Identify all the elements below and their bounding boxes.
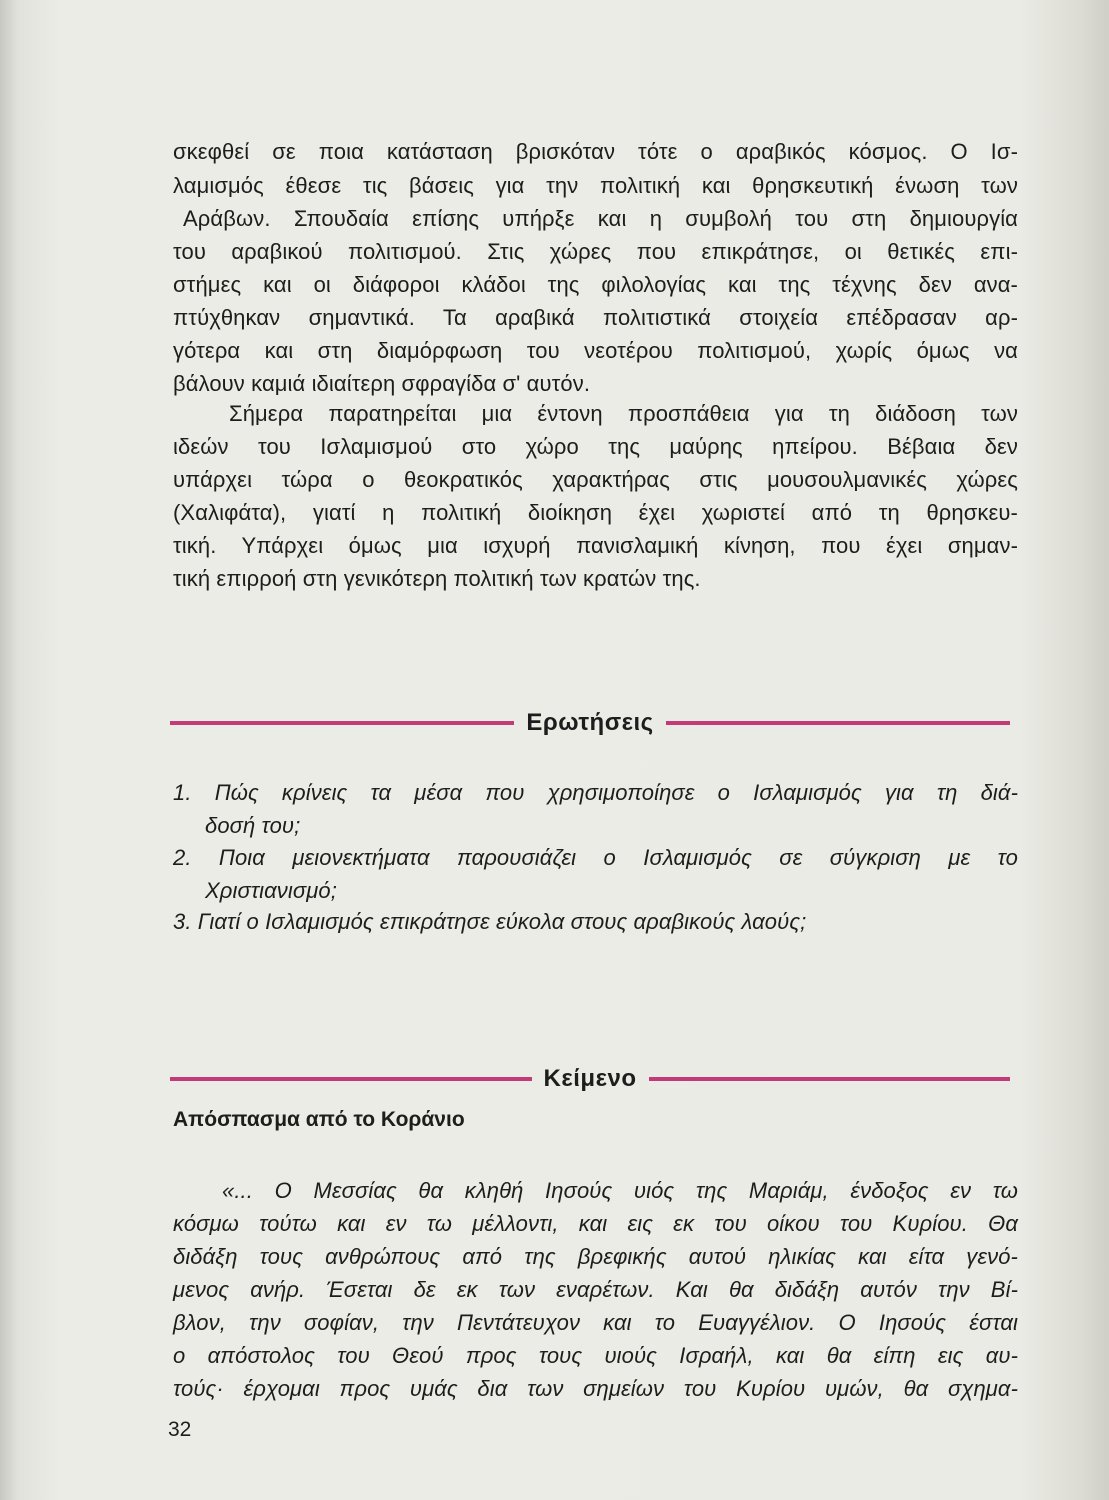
- body-line: βάλουν καμιά ιδιαίτερη σφραγίδα σ' αυτόν.: [173, 371, 591, 396]
- excerpt-line: τούς· έρχομαι προς υμάς δια των σημείων του Κυρίου υμών, θα σχημα-: [173, 1376, 1018, 1401]
- text-heading: Κείμενο: [543, 1065, 637, 1092]
- body-line: λαμισμός έθεσε τις βάσεις για την πολιτική και θρησκευτική ένωση των: [173, 173, 1018, 198]
- body-line: στήμες και οι διάφοροι κλάδοι της φιλολογίας και της τέχνης δεν ανα-: [173, 272, 1018, 297]
- questions-heading: Ερωτήσεις: [526, 709, 654, 736]
- heading-rule-left: [170, 721, 514, 725]
- excerpt-line: διδάξη τους ανθρώπους από της βρεφικής αυτού ηλικίας και είτα γενό-: [173, 1244, 1018, 1269]
- excerpt-line: μενος ανήρ. Έσεται δε εκ των εναρέτων. Και θα διδάξη αυτόν την Βί-: [173, 1277, 1018, 1302]
- heading-rule-right: [649, 1077, 1011, 1081]
- excerpt-line: ο απόστολος του Θεού προς τους υιούς Ισραήλ, και θα είπη εις αυ-: [173, 1343, 1018, 1368]
- body-line: ιδεών του Ισλαμισμού στο χώρο της μαύρης ηπείρου. Βέβαια δεν: [173, 434, 1018, 459]
- text-subtitle: Απόσπασμα από το Κοράνιο: [173, 1108, 465, 1131]
- body-line: υπάρχει τώρα ο θεοκρατικός χαρακτήρας στις μουσουλμανικές χώρες: [173, 467, 1018, 492]
- body-line: τική. Υπάρχει όμως μια ισχυρή πανισλαμική κίνηση, που έχει σημαν-: [173, 533, 1018, 558]
- excerpt-line: βλον, την σοφίαν, την Πεντάτευχον και το Ευαγγέλιον. Ο Ιησούς έσται: [173, 1310, 1018, 1335]
- body-line: Σήμερα παρατηρείται μια έντονη προσπάθεια για τη διάδοση των: [229, 401, 1018, 426]
- question-line: 2. Ποια μειονεκτήματα παρουσιάζει ο Ισλαμισμός σε σύγκριση με το: [173, 845, 1018, 870]
- page-number: 32: [168, 1418, 192, 1441]
- body-line: σκεφθεί σε ποια κατάσταση βρισκόταν τότε ο αραβικός κόσμος. Ο Ισ-: [173, 139, 1018, 164]
- question-line: 1. Πώς κρίνεις τα μέσα που χρησιμοποίησε ο Ισλαμισμός για τη διά-: [173, 780, 1018, 805]
- body-line: γότερα και στη διαμόρφωση του νεοτέρου πολιτισμού, χωρίς όμως να: [173, 338, 1018, 363]
- body-line: του αραβικού πολιτισμού. Στις χώρες που επικράτησε, οι θετικές επι-: [173, 239, 1018, 264]
- heading-rule-left: [170, 1077, 532, 1081]
- question-line: δοσή του;: [205, 813, 301, 838]
- text-heading-row: [170, 1062, 1010, 1096]
- body-line: πτύχθηκαν σημαντικά. Τα αραβικά πολιτιστικά στοιχεία επέδρασαν αρ-: [173, 305, 1018, 330]
- question-line: 3. Γιατί ο Ισλαμισμός επικράτησε εύκολα στους αραβικούς λαούς;: [173, 909, 807, 934]
- excerpt-line: κόσμω τούτω και εν τω μέλλοντι, και εις εκ του οίκου του Κυρίου. Θα: [173, 1211, 1018, 1236]
- excerpt-line: «... Ο Μεσσίας θα κληθή Ιησούς υιός της Μαριάμ, ένδοξος εν τω: [222, 1178, 1018, 1203]
- heading-rule-right: [666, 721, 1010, 725]
- body-line: Αράβων. Σπουδαία επίσης υπήρξε και η συμβολή του στη δημιουργία: [183, 206, 1018, 231]
- questions-heading-row: [170, 706, 1010, 740]
- body-line: τική επιρροή στη γενικότερη πολιτική των κρατών της.: [173, 566, 701, 591]
- body-line: (Χαλιφάτα), γιατί η πολιτική διοίκηση έχει χωριστεί από τη θρησκευ-: [173, 500, 1018, 525]
- question-line: Χριστιανισμό;: [205, 878, 337, 903]
